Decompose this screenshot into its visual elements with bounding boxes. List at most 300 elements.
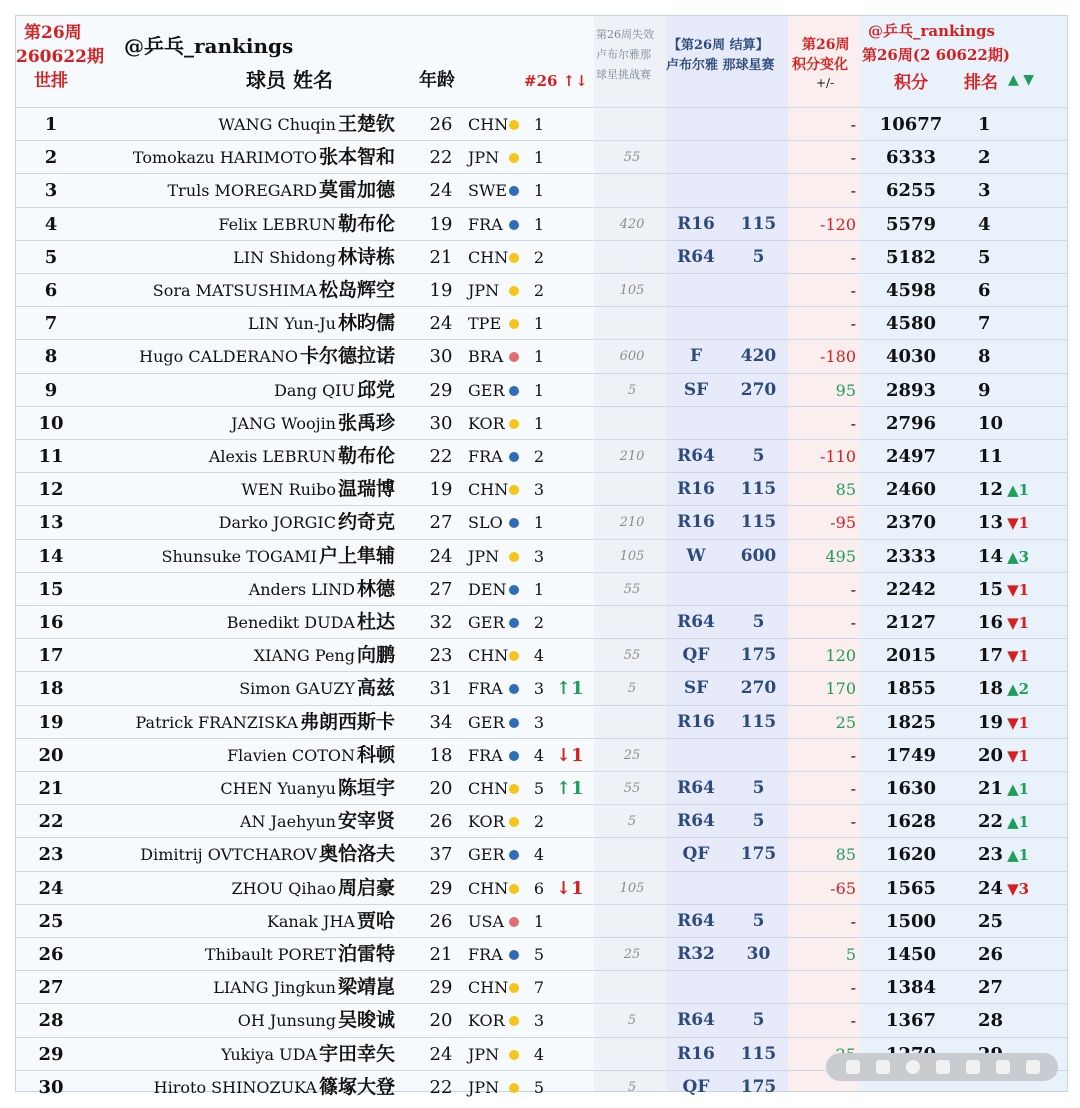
player-name: [240, 805, 395, 838]
points-change: 25: [835, 712, 856, 732]
player-name: [209, 440, 395, 473]
player-name-cn: 科顿: [356, 743, 395, 766]
new-rank-value: 17: [978, 645, 1004, 667]
total-points: 6255: [885, 180, 937, 202]
new-rank: [978, 971, 1048, 1004]
event-result: R64: [677, 910, 715, 931]
player-name-en: Alexis LEBRUN: [208, 447, 336, 466]
player-name: [231, 407, 395, 440]
player-age: 24: [429, 545, 453, 567]
total-points: 2015: [885, 645, 937, 667]
event-points: [731, 739, 786, 772]
prev-rank: 2: [533, 812, 545, 832]
country-dot-icon: [509, 585, 519, 595]
lapsed-points: 55: [623, 781, 641, 796]
event-points: [731, 108, 786, 141]
player-name-cn: 勒布伦: [337, 212, 395, 235]
event-points: [731, 971, 786, 1004]
country-dot-icon: [509, 651, 519, 661]
lapsed-points: 25: [623, 747, 641, 763]
player-name: [249, 573, 395, 606]
event-result: QF: [682, 1076, 710, 1097]
country-dot-icon: [509, 751, 519, 761]
prev-rank: 1: [533, 911, 545, 931]
player-age: 21: [429, 944, 453, 965]
country-dot-icon: [509, 684, 519, 694]
points-change: -65: [830, 878, 856, 898]
player-name-en: Yukiya UDA: [221, 1044, 317, 1064]
event-result: [671, 141, 721, 174]
event-points: 270: [740, 379, 777, 400]
country-dot-icon: [509, 120, 519, 130]
player-age: 23: [429, 645, 453, 667]
table-row: [16, 705, 1067, 739]
rank-arrow: ▲1: [1007, 846, 1030, 865]
prev-rank: 1: [533, 380, 545, 400]
prev-rank: 3: [533, 480, 545, 500]
player-name: [238, 1004, 395, 1037]
table-row: [16, 373, 1067, 407]
player-age: 19: [429, 213, 453, 235]
event-points: 115: [740, 213, 777, 234]
total-points: 1565: [885, 877, 937, 899]
world-rank: 5: [44, 246, 58, 268]
player-name-cn: 泊雷特: [337, 943, 395, 965]
new-rank-value: 1: [978, 114, 991, 135]
new-rank-value: 25: [978, 910, 1004, 932]
country-code: CHN: [468, 247, 509, 267]
new-rank: [978, 473, 1048, 506]
event-result: F: [689, 346, 703, 367]
world-rank-label: 世排: [34, 71, 68, 91]
table-row: [16, 140, 1067, 174]
world-rank: 17: [38, 645, 64, 667]
points-change: 85: [835, 845, 856, 865]
viewer-control-icon[interactable]: [1026, 1060, 1040, 1074]
points-change: 120: [825, 646, 856, 666]
country-dot-icon: [509, 1083, 519, 1093]
player-name-en: LIN Yun-Ju: [248, 314, 336, 334]
event-points: [731, 872, 786, 905]
player-name-en: LIANG Jingkun: [213, 978, 336, 998]
player-name: [241, 473, 395, 506]
lapsed-points: [602, 1038, 662, 1071]
prev-rank: 3: [533, 679, 545, 699]
player-name-cn: 向鹏: [356, 644, 395, 667]
player-name: [239, 672, 395, 705]
account-handle: @乒乓_rankings: [124, 34, 294, 58]
player-name-cn: 约奇克: [337, 511, 395, 534]
total-points: 10677: [879, 114, 943, 135]
points-change: -: [850, 579, 856, 599]
world-rank: 19: [38, 711, 64, 733]
player-name-cn: 杜达: [356, 611, 395, 633]
player-name: [136, 706, 396, 739]
event-result: [671, 307, 721, 340]
points-change: -: [850, 413, 856, 433]
prev-rank: 3: [533, 712, 545, 732]
points-change: -: [850, 745, 856, 765]
table-row: [16, 738, 1067, 772]
points-change: -120: [820, 214, 856, 234]
total-points: 2460: [885, 479, 937, 501]
rank-arrow: ▼1: [1007, 614, 1030, 632]
player-name: [274, 374, 395, 407]
player-age: 24: [429, 313, 453, 335]
world-rank: 16: [38, 612, 64, 633]
rank-move: ↓1: [556, 877, 584, 899]
prev-rank: 4: [533, 845, 545, 865]
viewer-controls: [826, 1053, 1058, 1081]
prev-rank: 2: [533, 281, 545, 300]
total-points: 1367: [885, 1010, 937, 1032]
event-points: 30: [746, 944, 771, 964]
event-result: [671, 573, 721, 606]
new-rank: [978, 108, 1048, 141]
total-points: 2893: [885, 379, 937, 401]
event-points: 420: [740, 346, 777, 367]
country-dot-icon: [509, 452, 519, 462]
event-points: 5: [752, 246, 765, 267]
new-rank-value: 5: [978, 246, 991, 268]
event-points: 5: [752, 778, 765, 798]
new-rank: [978, 938, 1048, 971]
new-rank-value: 2: [978, 147, 991, 169]
event-result: [671, 108, 721, 141]
lapsed-points: [602, 838, 662, 871]
period-label: 260622期: [16, 47, 104, 67]
country-code: GER: [468, 613, 505, 632]
world-rank: 30: [38, 1076, 64, 1098]
rank-arrow: ▼1: [1007, 713, 1030, 732]
player-name-en: WANG Chuqin: [218, 115, 336, 134]
player-name-en: Benedikt DUDA: [226, 613, 355, 632]
points-change: -: [850, 613, 856, 632]
country-code: DEN: [468, 579, 507, 599]
event-points: 5: [752, 446, 765, 466]
new-rank-value: 11: [978, 446, 1004, 467]
player-name-cn: 勒布伦: [337, 445, 395, 467]
week-label: 第26周: [24, 23, 82, 43]
player-name-en: XIANG Peng: [253, 646, 355, 666]
rank-arrow: ▼3: [1007, 879, 1030, 898]
new-rank: [978, 905, 1048, 938]
total-points: 2127: [885, 612, 937, 633]
country-dot-icon: [509, 186, 519, 196]
new-rank-value: 4: [978, 213, 991, 235]
player-age: 26: [429, 811, 453, 833]
prev-rank: 1: [533, 214, 545, 234]
new-rank-value: 14: [978, 545, 1004, 567]
player-name-en: Hiroto SHINOZUKA: [153, 1077, 317, 1097]
total-points: 2333: [885, 545, 937, 567]
points-change: -: [850, 1011, 856, 1031]
player-age: 27: [429, 512, 453, 534]
world-rank: 23: [38, 844, 64, 866]
lapsed-points: 25: [623, 947, 641, 962]
country-code: JPN: [468, 1044, 500, 1064]
new-rank: [978, 307, 1048, 340]
country-dot-icon: [509, 352, 519, 362]
prev-rank: 2: [533, 247, 545, 267]
world-rank: 7: [44, 313, 58, 335]
points-change: -: [850, 281, 856, 300]
player-age: 32: [429, 612, 453, 633]
lapsed-points: [602, 606, 662, 639]
new-rank: [978, 706, 1048, 739]
country-dot-icon: [509, 618, 519, 628]
new-rank: [978, 739, 1048, 772]
table-row: [16, 505, 1067, 539]
points-change: -: [850, 148, 856, 168]
event-result: R16: [677, 479, 715, 500]
player-name: [213, 971, 395, 1004]
prev-rank: 6: [533, 878, 545, 898]
lapsed-points: 55: [623, 150, 641, 166]
player-age: 31: [429, 678, 453, 700]
new-rank: [978, 340, 1048, 373]
points-change: -95: [830, 513, 856, 533]
country-dot-icon: [509, 419, 519, 429]
lapsed-points: [602, 706, 662, 739]
new-rank-value: 22: [978, 811, 1004, 833]
lapsed-points: [602, 971, 662, 1004]
country-code: CHN: [468, 878, 509, 898]
lapsed-points: 5: [627, 814, 637, 830]
lapsed-points: 105: [619, 880, 645, 896]
points-change: -180: [820, 347, 856, 367]
lapsed-points: 5: [627, 681, 637, 697]
prev-rank: 4: [533, 646, 545, 666]
player-age: 24: [429, 180, 453, 202]
new-rank: [978, 274, 1048, 307]
table-row: [16, 273, 1067, 307]
lapsed-points: [602, 108, 662, 141]
table-row: [16, 572, 1067, 606]
world-rank: 18: [38, 678, 64, 700]
player-name: [139, 340, 395, 373]
table-row: [16, 638, 1067, 672]
prev-rank: 3: [533, 1011, 545, 1031]
event-result: R64: [677, 1010, 715, 1031]
player-name-cn: 户上隼辅: [318, 544, 395, 567]
player-name-en: WEN Ruibo: [241, 480, 336, 500]
prev-rank: 4: [533, 1044, 545, 1064]
prev-rank: 1: [533, 579, 545, 599]
player-name-cn: 贾哈: [356, 909, 395, 932]
player-name: [227, 739, 395, 772]
player-name: [221, 1038, 395, 1071]
country-code: CHN: [468, 978, 509, 998]
player-name: [153, 274, 395, 307]
player-name-en: Hugo CALDERANO: [139, 347, 298, 367]
viewer-control-icon[interactable]: [846, 1060, 860, 1074]
points-label: 积分: [894, 73, 928, 93]
player-name: [219, 506, 395, 539]
player-name-cn: 张禹珍: [337, 411, 395, 434]
prev-rank: 1: [533, 115, 545, 134]
table-row: [16, 107, 1067, 141]
player-name: [232, 872, 395, 905]
result-label-2: 卢布尔雅 那球星赛: [666, 58, 775, 73]
event-result: QF: [682, 844, 710, 865]
total-points: 4580: [885, 313, 937, 335]
event-points: 5: [752, 612, 765, 632]
new-rank: [978, 772, 1048, 805]
new-rank: [978, 374, 1048, 407]
rank-arrow: ▲2: [1007, 680, 1030, 699]
new-rank-value: 13: [978, 512, 1004, 534]
new-rank-value: 19: [978, 711, 1004, 733]
player-name-en: AN Jaehyun: [239, 812, 336, 832]
country-dot-icon: [509, 1016, 519, 1026]
player-name-cn: 林昀儒: [337, 312, 395, 335]
country-dot-icon: [509, 983, 519, 993]
event-points: 175: [740, 844, 777, 865]
new-rank: [978, 838, 1048, 871]
world-rank: 8: [44, 346, 58, 368]
rank-move: ↑1: [556, 778, 584, 799]
player-name-cn: 温瑞博: [337, 478, 395, 501]
lapsed-points: 600: [619, 349, 645, 365]
change-label-1: 第26周: [802, 37, 850, 53]
viewer-control-icon[interactable]: [906, 1060, 920, 1074]
table-row: [16, 937, 1067, 971]
world-rank: 2: [44, 147, 58, 169]
total-points: 1620: [885, 844, 937, 866]
new-rank-value: 15: [978, 578, 1004, 600]
player-age: 26: [429, 910, 453, 932]
player-name-en: Patrick FRANZISKA: [135, 712, 298, 732]
country-code: GER: [468, 845, 505, 865]
event-points: 5: [752, 1010, 765, 1031]
total-points: 1855: [885, 678, 937, 700]
lapsed-points: 5: [627, 1013, 637, 1029]
new-rank-value: 23: [978, 844, 1004, 866]
viewer-control-icon[interactable]: [876, 1060, 890, 1074]
world-rank: 13: [38, 512, 64, 534]
new-rank-value: 10: [978, 412, 1004, 434]
total-points: 1749: [885, 744, 937, 766]
world-rank: 26: [38, 944, 64, 965]
event-points: 600: [740, 545, 777, 566]
player-name-cn: 林诗栋: [337, 245, 395, 268]
total-points: 2370: [885, 512, 937, 534]
event-result: QF: [682, 645, 710, 666]
total-points: 1384: [885, 977, 937, 999]
table-row: [16, 472, 1067, 506]
player-age: 29: [429, 379, 453, 401]
country-dot-icon: [509, 817, 519, 827]
world-rank: 11: [38, 446, 64, 467]
world-rank: 6: [44, 280, 58, 301]
new-rank: [978, 241, 1048, 274]
player-age: 20: [429, 1010, 453, 1032]
player-name: [267, 905, 395, 938]
country-dot-icon: [509, 518, 519, 528]
event-points: 175: [740, 1076, 777, 1097]
country-code: FRA: [468, 447, 503, 466]
player-name-cn: 林德: [356, 577, 395, 600]
total-points: 2497: [885, 446, 937, 467]
player-age: 34: [429, 711, 453, 733]
new-rank-value: 20: [978, 744, 1004, 766]
country-code: USA: [468, 911, 504, 931]
right-account-handle: @乒乓_rankings: [868, 22, 995, 40]
rank-arrow: ▼1: [1007, 514, 1030, 533]
player-name-cn: 高兹: [356, 677, 395, 700]
event-points: [731, 407, 786, 440]
table-row: [16, 207, 1067, 241]
table-row: [16, 871, 1067, 905]
rank-label: 排名: [964, 73, 998, 93]
prev-rank: 1: [533, 314, 545, 334]
player-name-cn: 陈垣宇: [337, 777, 395, 799]
new-rank: [978, 639, 1048, 672]
lapsed-points: [602, 307, 662, 340]
player-name-cn: 莫雷加德: [318, 179, 395, 202]
country-code: GER: [468, 712, 505, 732]
table-row: [16, 771, 1067, 805]
viewer-control-icon[interactable]: [996, 1060, 1010, 1074]
points-change: 85: [835, 480, 856, 500]
total-points: 5182: [885, 246, 937, 268]
country-code: KOR: [468, 812, 505, 832]
table-row: [16, 173, 1067, 207]
player-name-cn: 邱党: [356, 378, 395, 401]
player-name: [133, 141, 395, 174]
rank-arrow: ▼1: [1007, 580, 1030, 599]
world-rank: 12: [38, 479, 64, 501]
player-name-en: JANG Woojin: [231, 413, 336, 433]
country-code: CHN: [468, 646, 509, 666]
points-change: -110: [820, 447, 856, 466]
new-rank: [978, 208, 1048, 241]
lapsed-points: 5: [627, 1079, 637, 1095]
world-rank: 22: [38, 811, 64, 833]
world-rank: 25: [38, 910, 64, 932]
table-row: [16, 970, 1067, 1004]
country-code: FRA: [468, 945, 503, 964]
event-points: 5: [752, 811, 765, 832]
lapsed-points: [602, 905, 662, 938]
lapsed-label-1: 第26周失效: [596, 28, 654, 41]
lapsed-points: 55: [623, 648, 641, 664]
player-name: [154, 1071, 395, 1104]
new-rank: [978, 440, 1048, 473]
event-result: R64: [677, 246, 715, 267]
country-dot-icon: [509, 1050, 519, 1060]
world-rank: 9: [44, 379, 58, 401]
player-age: 30: [429, 412, 453, 434]
new-rank: [978, 540, 1048, 573]
player-name: [140, 838, 395, 871]
player-name-en: Tomokazu HARIMOTO: [132, 148, 317, 168]
player-age: 19: [429, 280, 453, 301]
viewer-control-icon[interactable]: [936, 1060, 950, 1074]
country-dot-icon: [509, 784, 519, 794]
points-change: -: [850, 115, 856, 134]
lapsed-points: [602, 241, 662, 274]
world-rank: 20: [38, 744, 64, 766]
total-points: 6333: [885, 147, 937, 169]
player-name-en: Simon GAUZY: [239, 679, 355, 699]
new-rank: [978, 672, 1048, 705]
table-row: [16, 406, 1067, 440]
viewer-control-icon[interactable]: [966, 1060, 980, 1074]
event-points: 115: [740, 1043, 777, 1064]
player-name-en: Darko JORGIC: [218, 513, 336, 533]
